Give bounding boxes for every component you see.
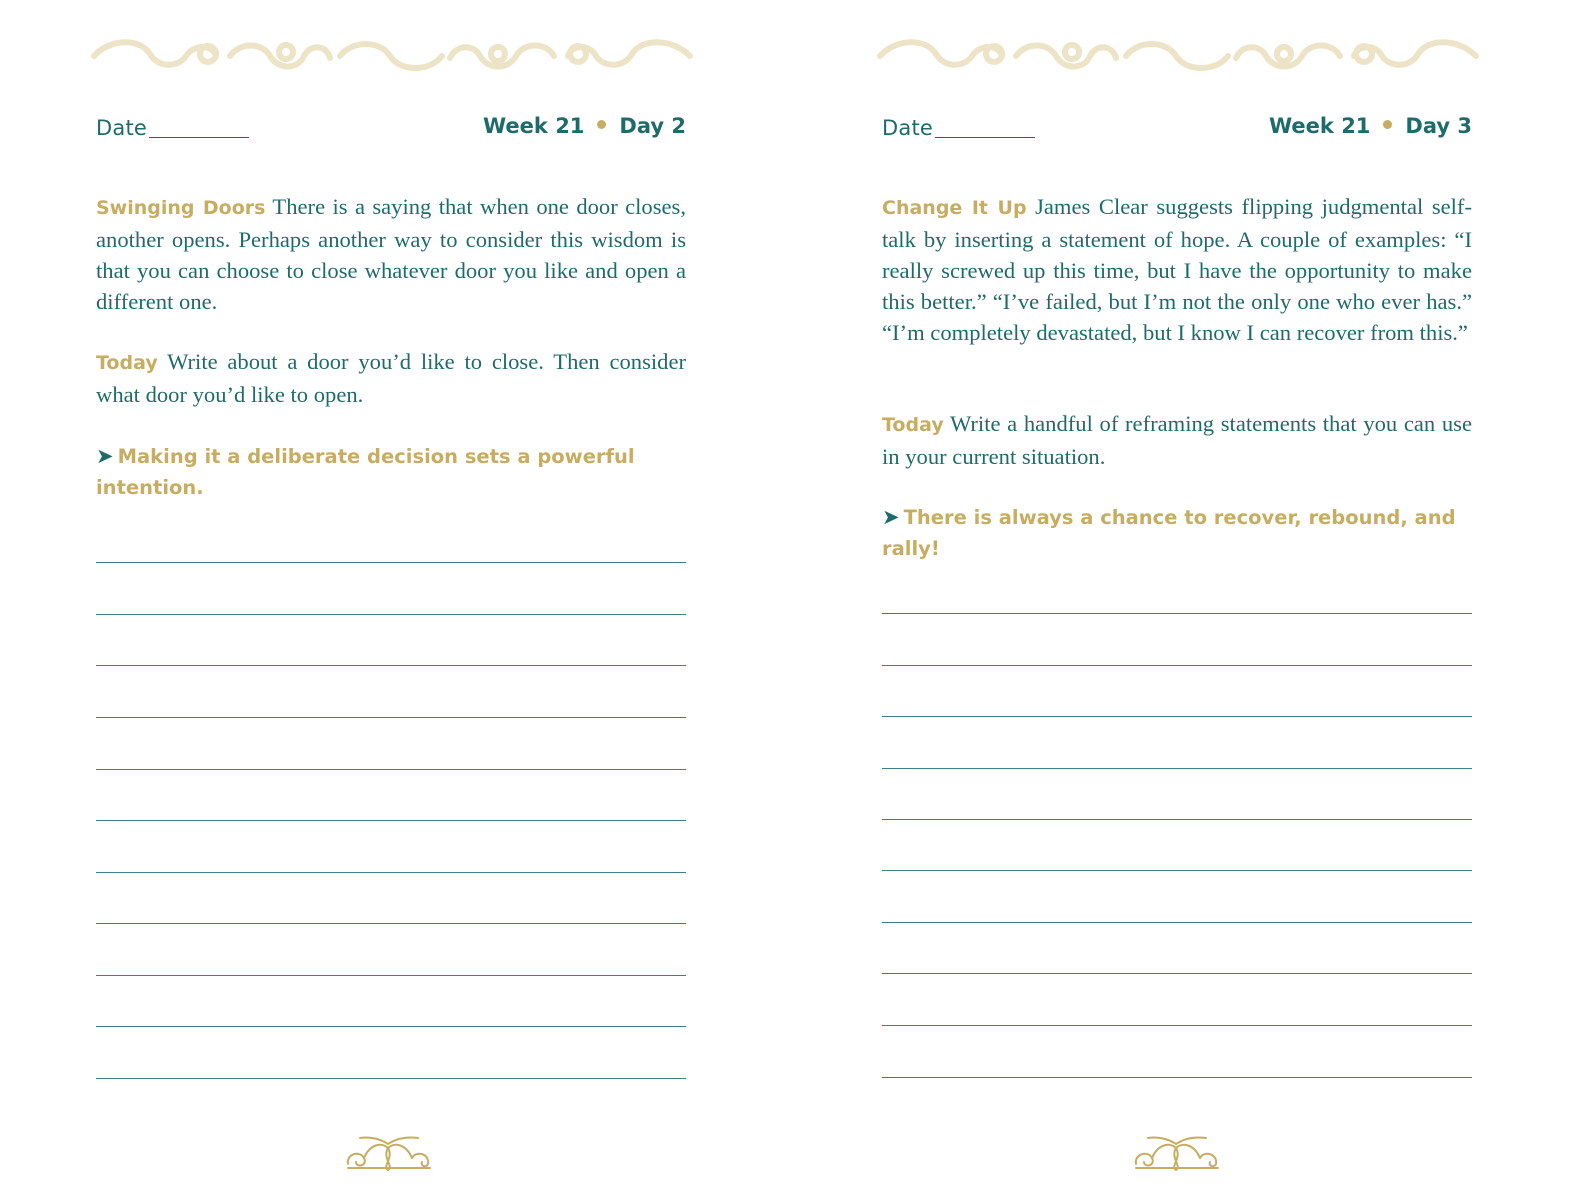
journal-page-left	[90, 0, 790, 1196]
today-paragraph	[882, 408, 1472, 472]
scroll-flourish-ornament	[90, 34, 694, 78]
bullet-dot-icon	[597, 120, 606, 129]
topic-paragraph	[882, 191, 1472, 348]
writing-line[interactable]	[96, 1026, 686, 1027]
writing-line[interactable]	[882, 613, 1472, 614]
topic-text: James Clear suggests flipping judgmental self-talk by inserting a statement of hope. A couple of examples: “I really screwed up this time, but I have the opportunity to make this better.” “I’ve failed, but I’m not the only one who ever has.” “I’m completely devastated, but I know I can recover from this.”	[882, 194, 1472, 345]
writing-line[interactable]	[882, 819, 1472, 820]
tip-text: Making it a deliberate decision sets a powerful intention.	[96, 445, 635, 499]
writing-line[interactable]	[882, 768, 1472, 769]
topic-title: Change It Up	[882, 197, 1027, 219]
day-label: Day 3	[1405, 114, 1472, 138]
writing-line[interactable]	[96, 717, 686, 718]
today-text: Write about a door you’d like to close. Then consider what door you’d like to open.	[96, 349, 686, 407]
tip-text: There is always a chance to recover, rebound, and rally!	[882, 506, 1456, 560]
journal-page-right	[876, 0, 1576, 1196]
today-text: Write a handful of reframing statements that you can use in your current situation.	[882, 411, 1472, 469]
today-title: Today	[882, 414, 944, 436]
arrow-right-icon: ➤	[882, 505, 900, 529]
topic-text: There is a saying that when one door closes, another opens. Perhaps another way to consider this wisdom is that you can choose to close whatever door you like and open a different one.	[96, 194, 686, 314]
writing-line[interactable]	[882, 922, 1472, 923]
writing-line[interactable]	[882, 973, 1472, 974]
writing-line[interactable]	[882, 665, 1472, 666]
writing-line[interactable]	[96, 923, 686, 924]
arrow-right-icon: ➤	[96, 444, 114, 468]
date-field[interactable]: Date	[882, 116, 1035, 140]
tip-callout	[96, 441, 686, 503]
week-label: Week 21	[483, 114, 585, 138]
scroll-flourish-ornament	[876, 34, 1480, 78]
today-title: Today	[96, 352, 158, 374]
writing-line[interactable]	[882, 1025, 1472, 1026]
tip-callout	[882, 502, 1472, 564]
writing-line[interactable]	[96, 820, 686, 821]
week-day-heading	[483, 114, 686, 138]
writing-line[interactable]	[96, 975, 686, 976]
page-header	[882, 112, 1472, 148]
today-paragraph	[96, 346, 686, 410]
writing-line[interactable]	[882, 1077, 1472, 1078]
writing-line[interactable]	[96, 665, 686, 666]
week-label: Week 21	[1269, 114, 1371, 138]
writing-line[interactable]	[882, 716, 1472, 717]
day-label: Day 2	[619, 114, 686, 138]
topic-paragraph	[96, 191, 686, 317]
writing-line[interactable]	[96, 614, 686, 615]
writing-line[interactable]	[882, 870, 1472, 871]
writing-line[interactable]	[96, 562, 686, 563]
footer-flourish-ornament	[342, 1134, 438, 1174]
week-day-heading	[1269, 114, 1472, 138]
date-field[interactable]: Date	[96, 116, 249, 140]
page-header	[96, 112, 686, 148]
footer-flourish-ornament	[1130, 1134, 1226, 1174]
writing-line[interactable]	[96, 1078, 686, 1079]
writing-line[interactable]	[96, 872, 686, 873]
writing-line[interactable]	[96, 769, 686, 770]
bullet-dot-icon	[1383, 120, 1392, 129]
topic-title: Swinging Doors	[96, 197, 266, 219]
